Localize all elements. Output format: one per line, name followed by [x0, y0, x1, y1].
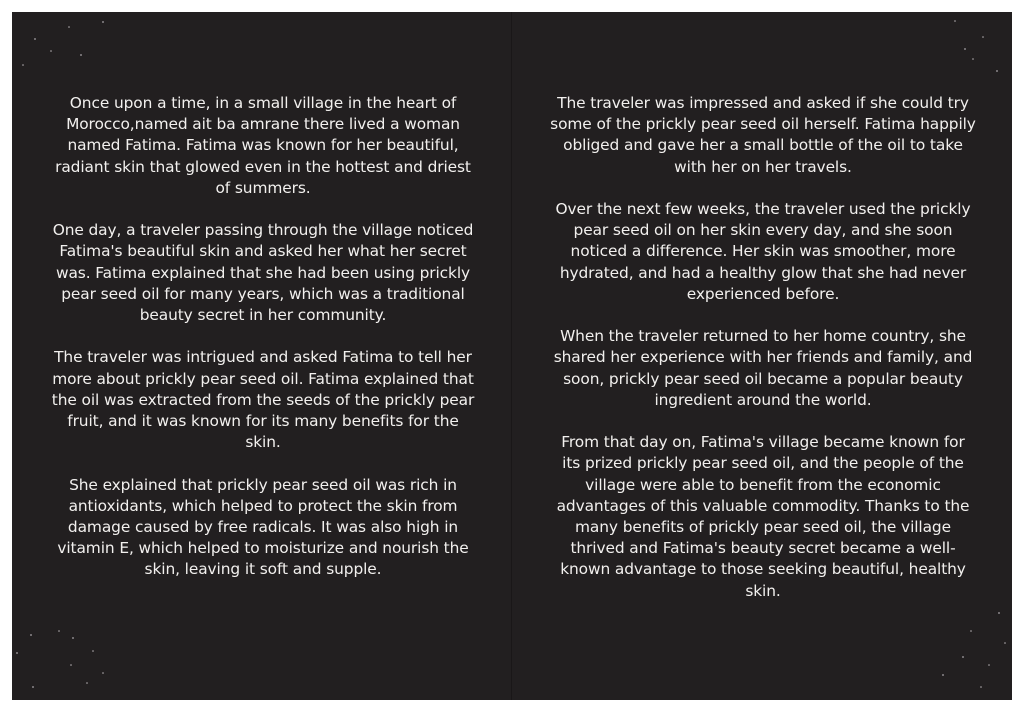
left-paragraph-3: The traveler was intrigued and asked Fatima to tell her more about prickly pear seed oil. Fatima explained that the oil was extracted from the seeds of the prickly pear fruit, and it was known for its many benefits for the skin.	[51, 348, 475, 452]
star-dot-decoration	[72, 637, 74, 639]
star-dot-decoration	[50, 50, 52, 52]
star-dot-decoration	[970, 630, 972, 632]
left-paragraph-2: One day, a traveler passing through the village noticed Fatima's beautiful skin and asked her what her secret was. Fatima explained that she had been using prickly pear seed oil for many years, which was a traditional beauty secret in her community.	[52, 221, 474, 325]
star-dot-decoration	[1004, 642, 1006, 644]
left-paragraph-4: She explained that prickly pear seed oil was rich in antioxidants, which helped to protect the skin from damage caused by free radicals. It was also high in vitamin E, which helped to moisturize and nourish the skin, leaving it soft and supple.	[57, 475, 469, 579]
star-dot-decoration	[964, 48, 966, 50]
star-dot-decoration	[80, 54, 82, 56]
right-page-text	[550, 93, 976, 623]
star-dot-decoration	[980, 686, 982, 688]
star-dot-decoration	[22, 64, 24, 66]
star-dot-decoration	[92, 650, 94, 652]
star-dot-decoration	[998, 612, 1000, 614]
right-paragraph-2: Over the next few weeks, the traveler used the prickly pear seed oil on her skin every day, and she soon noticed a difference. Her skin was smoother, more hydrated, and had a healthy glow that she had never experienced before.	[555, 200, 971, 303]
star-dot-decoration	[32, 686, 34, 688]
right-paragraph-3: When the traveler returned to her home country, she shared her experience with her friends and family, and soon, prickly pear seed oil became a popular beauty ingredient around the world.	[553, 327, 973, 409]
star-dot-decoration	[954, 20, 956, 22]
star-dot-decoration	[102, 21, 104, 23]
left-paragraph-1: Once upon a time, in a small village in the heart of Morocco,named ait ba amrane there lived a woman named Fatima. Fatima was known for her beautiful, radiant skin that glowed even in the hottest and driest of summers.	[55, 94, 471, 197]
right-paragraph-4: From that day on, Fatima's village became known for its prized prickly pear seed oil, and the people of the village were able to benefit from the economic advantages of this valuable commodity. Thanks to the many benefits of prickly pear seed oil, the village thrived and Fatima's beauty secret became a well-known advantage to those seeking beautiful, healthy skin.	[556, 433, 970, 600]
star-dot-decoration	[34, 38, 36, 40]
star-dot-decoration	[16, 652, 18, 654]
book-spread	[12, 12, 1012, 700]
star-dot-decoration	[102, 672, 104, 674]
star-dot-decoration	[942, 674, 944, 676]
star-dot-decoration	[972, 58, 974, 60]
right-page	[512, 12, 1012, 700]
left-page	[12, 12, 512, 700]
star-dot-decoration	[988, 664, 990, 666]
star-dot-decoration	[58, 630, 60, 632]
star-dot-decoration	[70, 664, 72, 666]
star-dot-decoration	[30, 634, 32, 636]
star-dot-decoration	[68, 26, 70, 28]
left-page-text	[50, 93, 476, 602]
star-dot-decoration	[996, 70, 998, 72]
star-dot-decoration	[982, 36, 984, 38]
star-dot-decoration	[962, 656, 964, 658]
right-paragraph-1: The traveler was impressed and asked if she could try some of the prickly pear seed oil herself. Fatima happily obliged and gave her a small bottle of the oil to take with her on her travels.	[550, 94, 976, 176]
star-dot-decoration	[86, 682, 88, 684]
